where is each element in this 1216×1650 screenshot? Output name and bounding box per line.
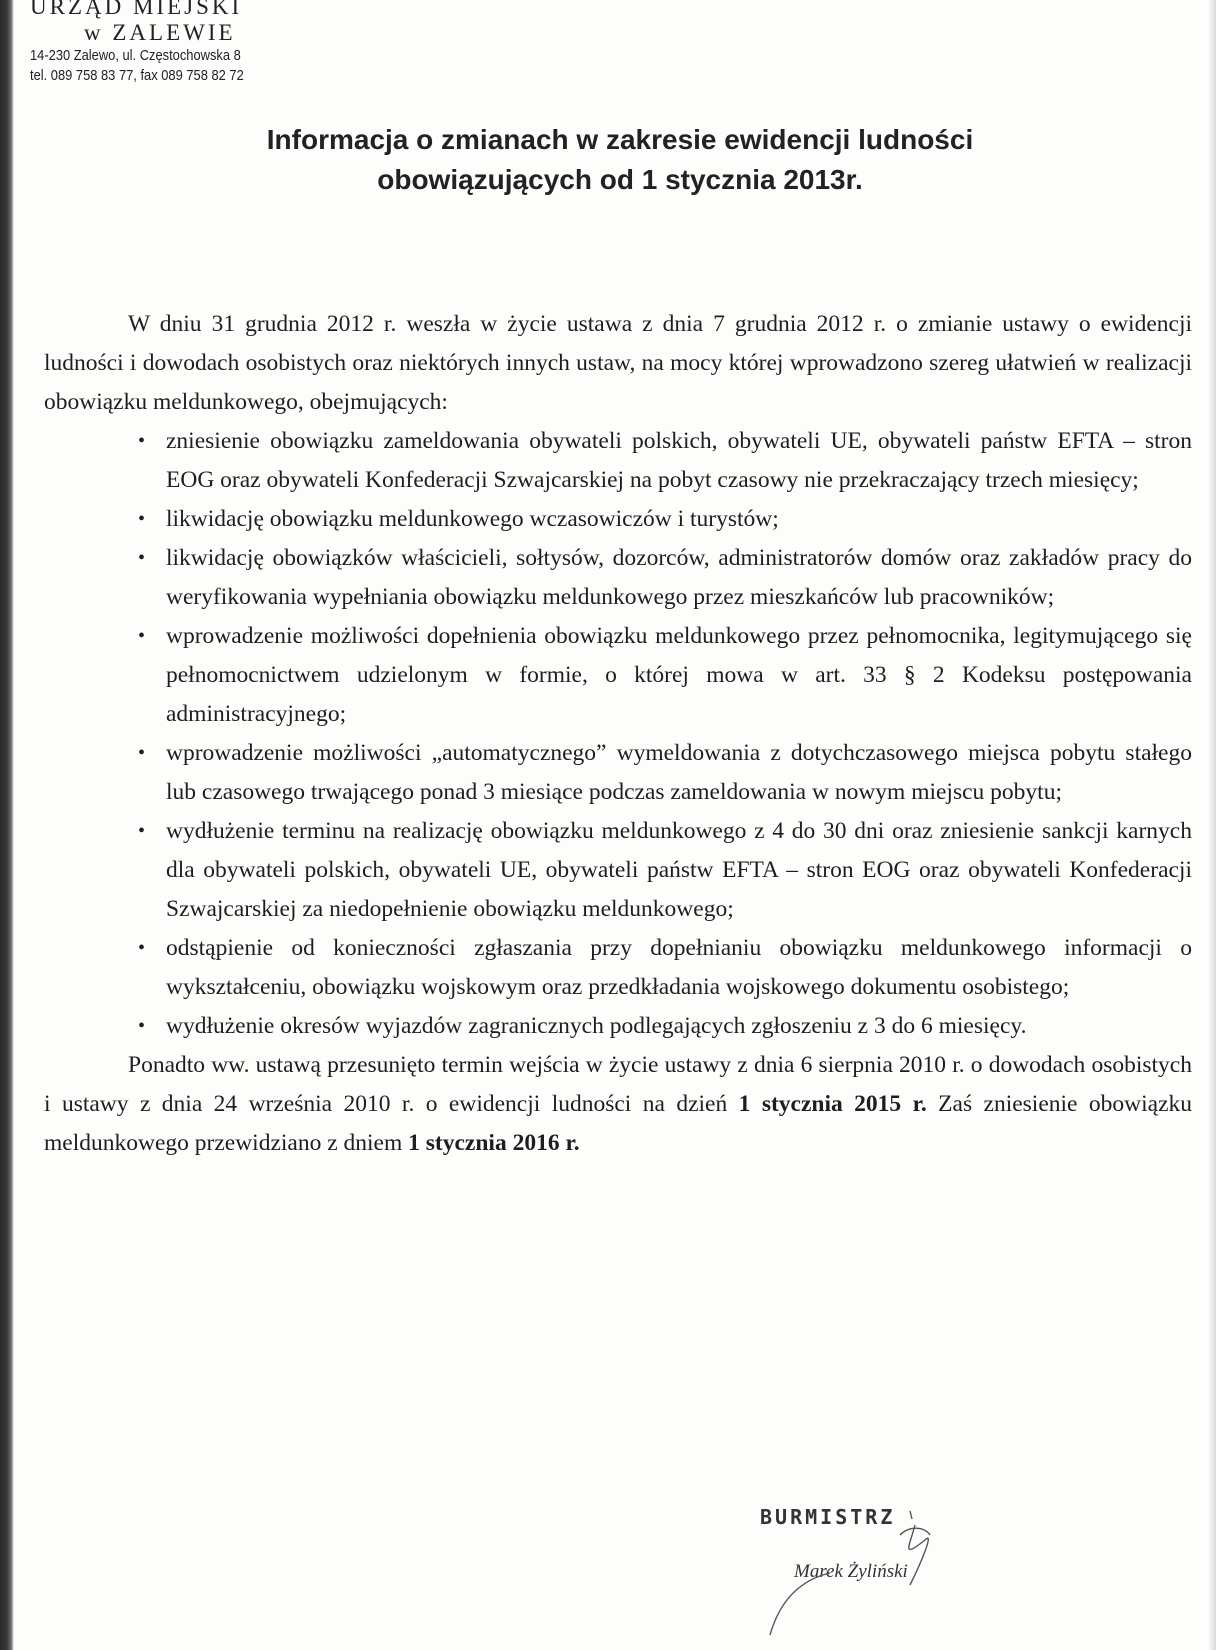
list-item: • wydłużenie okresów wyjazdów zagranicznych podlegających zgłoszeniu z 3 do 6 miesięcy. bbox=[166, 1007, 1192, 1046]
title-line-1: Informacja o zmianach w zakresie ewidencji ludności bbox=[266, 124, 974, 155]
handwritten-signature-icon bbox=[760, 1505, 980, 1645]
scan-left-edge bbox=[0, 0, 14, 1650]
letterhead-stamp bbox=[30, 0, 330, 86]
document-body bbox=[44, 305, 1192, 1187]
list-item: • wprowadzenie możliwości „automatycznego” wymeldowania z dotychczasowego miejsca pobytu stałego lub czasowego trwającego ponad 3 miesiące podczas zameldowania w nowym miejscu pobytu; bbox=[166, 734, 1192, 812]
list-item: • likwidację obowiązku meldunkowego wczasowiczów i turystów; bbox=[166, 500, 1192, 539]
intro-paragraph: W dniu 31 grudnia 2012 r. weszła w życie ustawa z dnia 7 grudnia 2012 r. o zmianie ustawy o ewidencji ludności i dowodach osobistych oraz niektórych innych ustaw, na mocy której wprowadzono szereg ułatwień w realizacji obowiązku meldunkowego, obejmujących: bbox=[44, 311, 1192, 415]
list-item: • odstąpienie od konieczności zgłaszania przy dopełnianiu obowiązku meldunkowego informacji o wykształceniu, obowiązku wojskowym oraz przedkładania wojskowego dokumentu osobistego; bbox=[166, 929, 1192, 1007]
signatory-name: Marek Żyliński bbox=[794, 1561, 908, 1582]
bullet-icon: • bbox=[138, 625, 146, 647]
office-name: URZĄD MIEJSKI bbox=[30, 0, 243, 19]
list-item: • likwidację obowiązków właścicieli, sołtysów, dozorców, administratorów domów oraz zakładów pracy do weryfikowania wypełniania obowiązku meldunkowego przez mieszkańców lub pracowników; bbox=[166, 539, 1192, 617]
bullet-icon: • bbox=[138, 430, 146, 452]
date-2016: 1 stycznia 2016 r. bbox=[408, 1130, 580, 1156]
signature-block bbox=[760, 1505, 980, 1645]
bullet-icon: • bbox=[138, 1015, 146, 1037]
list-item: • zniesienie obowiązku zameldowania obywateli polskich, obywateli UE, obywateli państw EFTA – stron EOG oraz obywateli Konfederacji Szwajcarskiej na pobyt czasowy nie przekraczający trzech miesięcy; bbox=[166, 422, 1192, 500]
document-title bbox=[100, 120, 1140, 200]
closing-paragraph: Ponadto ww. ustawą przesunięto termin wejścia w życie ustawy z dnia 6 sierpnia 2010 r. o dowodach osobistych i ustawy z dnia 24 września 2010 r. o ewidencji ludności na dzień 1 stycznia 2015 r. Zaś zniesienie obowiązku meldunkowego przewidziano z dniem 1 stycznia 2016 r. bbox=[44, 1052, 1192, 1156]
signatory-title: BURMISTRZ bbox=[760, 1505, 896, 1529]
list-item: • wprowadzenie możliwości dopełnienia obowiązku meldunkowego przez pełnomocnika, legitymującego się pełnomocnictwem udzielonym w formie, o której mowa w art. 33 § 2 Kodeksu postępowania administracyjnego; bbox=[166, 617, 1192, 734]
scan-right-edge bbox=[1208, 0, 1216, 1650]
bullet-icon: • bbox=[138, 937, 146, 959]
office-contact: tel. 089 758 83 77, fax 089 758 82 72 bbox=[30, 67, 244, 84]
office-address: 14-230 Zalewo, ul. Częstochowska 8 bbox=[30, 47, 241, 64]
title-line-2: obowiązujących od 1 stycznia 2013r. bbox=[377, 164, 863, 195]
bullet-icon: • bbox=[138, 547, 146, 569]
changes-list bbox=[44, 422, 1192, 1046]
list-item: • wydłużenie terminu na realizację obowiązku meldunkowego z 4 do 30 dni oraz zniesienie sankcji karnych dla obywateli polskich, obywateli UE, obywateli państw EFTA – stron EOG oraz obywateli Konfederacji Szwajcarskiej za niedopełnienie obowiązku meldunkowego; bbox=[166, 812, 1192, 929]
date-2015: 1 stycznia 2015 r. bbox=[738, 1091, 927, 1117]
bullet-icon: • bbox=[138, 508, 146, 530]
bullet-icon: • bbox=[138, 820, 146, 842]
bullet-icon: • bbox=[138, 742, 146, 764]
office-location: w ZALEWIE bbox=[84, 20, 236, 45]
